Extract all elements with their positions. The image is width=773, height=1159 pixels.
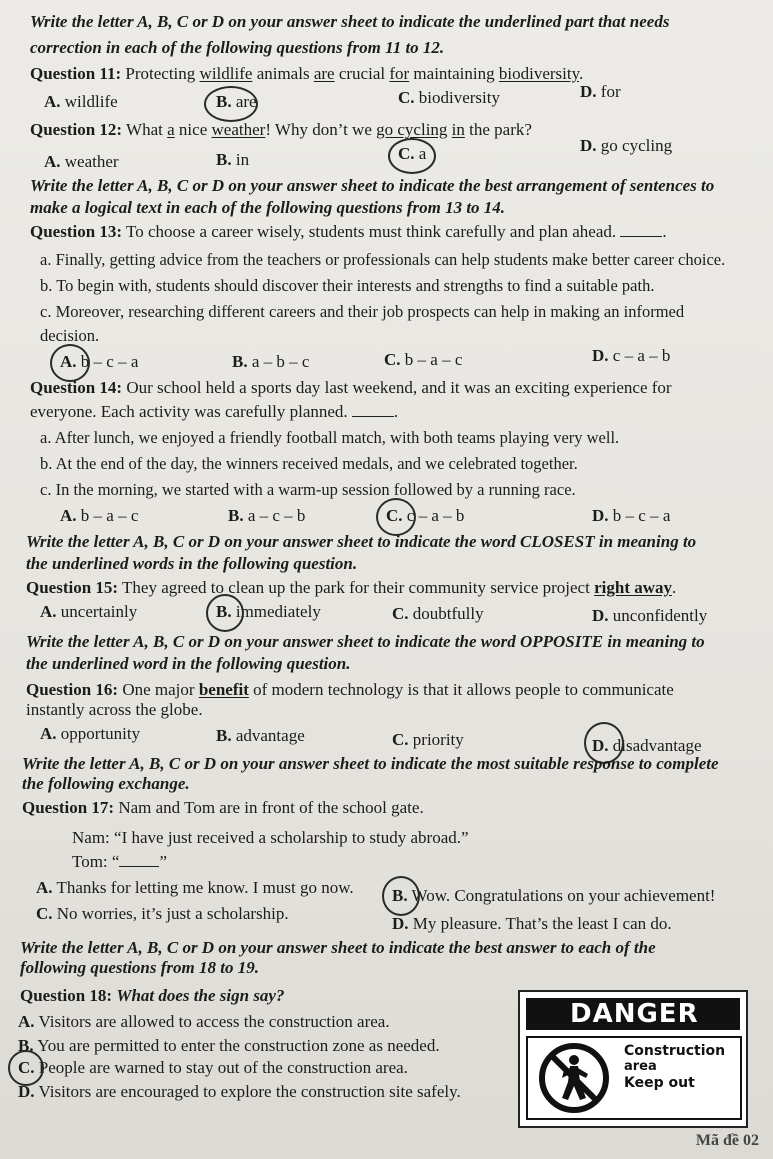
question-12: Question 12: What a nice weather! Why don’t we go cycling in the park?: [30, 120, 532, 139]
q18-option-a[interactable]: A. Visitors are allowed to access the construction area.: [18, 1012, 390, 1031]
question-18: Question 18: What does the sign say?: [20, 986, 285, 1005]
instruction-text: Write the letter A, B, C or D on your answer sheet to indicate the best arrangement of sentences to: [30, 176, 715, 195]
q18-option-b[interactable]: B. You are permitted to enter the construction zone as needed.: [18, 1036, 440, 1055]
q14-option-c[interactable]: C. c – a – b: [386, 506, 465, 525]
q11-option-d[interactable]: D. for: [580, 82, 621, 101]
q13-option-c[interactable]: C. b – a – c: [384, 350, 463, 369]
q16-option-c[interactable]: C. priority: [392, 730, 464, 749]
sentence-b: b. To begin with, students should discover their interests and strengths to find a suitable path.: [40, 276, 655, 295]
q15-option-c[interactable]: C. doubtfully: [392, 604, 484, 623]
exam-code: Mã đề 02: [695, 1132, 759, 1149]
no-entry-worker-icon: [534, 1042, 614, 1114]
question-13: Question 13: To choose a career wisely, students must think carefully and plan ahead. .: [30, 222, 667, 241]
question-16: Question 16: One major benefit of modern technology is that it allows people to communicate: [26, 680, 674, 699]
instruction-text: following questions from 18 to 19.: [20, 958, 259, 977]
question-15: Question 15: They agreed to clean up the park for their community service project right away.: [26, 578, 677, 597]
question-14-cont: everyone. Each activity was carefully planned. .: [30, 402, 399, 421]
dialogue-tom: Tom: “ ”: [72, 852, 167, 871]
q16-option-a[interactable]: A. opportunity: [40, 724, 141, 743]
question-14: Question 14: Our school held a sports day last weekend, and it was an exciting experience for: [30, 378, 672, 397]
instruction-text: Write the letter A, B, C or D on your answer sheet to indicate the best answer to each of the: [20, 938, 656, 957]
answer-blank: [352, 404, 394, 417]
instruction-text: the following exchange.: [22, 774, 190, 793]
q17-option-b[interactable]: B. Wow. Congratulations on your achievement!: [392, 886, 716, 905]
q17-option-a[interactable]: A. Thanks for letting me know. I must go now.: [36, 878, 354, 897]
sentence-c: c. Moreover, researching different careers and their job prospects can help in making an informed: [40, 302, 685, 321]
instruction-text: Write the letter A, B, C or D on your answer sheet to indicate the word CLOSEST in meaning to: [26, 532, 697, 551]
q15-option-a[interactable]: A. uncertainly: [40, 602, 138, 621]
answer-blank: [119, 854, 159, 867]
danger-sign-body: [526, 1036, 742, 1120]
sentence-c-cont: decision.: [40, 326, 100, 345]
q11-option-a[interactable]: A. wildlife: [44, 92, 118, 111]
q17-option-d[interactable]: D. My pleasure. That’s the least I can do.: [392, 914, 672, 933]
q14-option-a[interactable]: A. b – a – c: [60, 506, 139, 525]
sentence-a: a. Finally, getting advice from the teachers or professionals can help students make better career choice.: [40, 250, 726, 269]
q18-option-d[interactable]: D. Visitors are encouraged to explore the construction site safely.: [18, 1082, 461, 1101]
q16-option-b[interactable]: B. advantage: [216, 726, 305, 745]
sentence-b: b. At the end of the day, the winners received medals, and we celebrated together.: [40, 454, 578, 473]
question-11: Question 11: Protecting wildlife animals are crucial for maintaining biodiversity.: [30, 64, 584, 83]
question-17: Question 17: Nam and Tom are in front of the school gate.: [22, 798, 424, 817]
q12-option-a[interactable]: A. weather: [44, 152, 119, 171]
q11-option-c[interactable]: C. biodiversity: [398, 88, 500, 107]
question-16-cont: instantly across the globe.: [26, 700, 203, 719]
q15-option-d[interactable]: D. unconfidently: [592, 606, 708, 625]
sentence-a: a. After lunch, we enjoyed a friendly football match, with both teams playing very well.: [40, 428, 620, 447]
danger-sign: [518, 990, 748, 1128]
danger-sign-header: DANGER: [526, 998, 740, 1030]
q18-option-c[interactable]: C. People are warned to stay out of the construction area.: [18, 1058, 408, 1077]
instruction-text: Write the letter A, B, C or D on your answer sheet to indicate the word OPPOSITE in meaning to: [26, 632, 705, 651]
answer-blank: [620, 224, 662, 237]
q13-option-b[interactable]: B. a – b – c: [232, 352, 310, 371]
instruction-text: correction in each of the following questions from 11 to 12.: [30, 38, 445, 57]
q13-option-d[interactable]: D. c – a – b: [592, 346, 671, 365]
q12-option-c[interactable]: C. a: [398, 144, 427, 163]
q13-option-a[interactable]: A. b – c – a: [60, 352, 139, 371]
instruction-text: the underlined word in the following question.: [26, 654, 351, 673]
q12-option-d[interactable]: D. go cycling: [580, 136, 673, 155]
instruction-text: make a logical text in each of the following questions from 13 to 14.: [30, 198, 506, 217]
sentence-c: c. In the morning, we started with a warm-up session followed by a running race.: [40, 480, 576, 499]
dialogue-nam: Nam: “I have just received a scholarship to study abroad.”: [72, 828, 469, 847]
instruction-text: Write the letter A, B, C or D on your answer sheet to indicate the most suitable response to complete: [22, 754, 719, 773]
q14-option-b[interactable]: B. a – c – b: [228, 506, 306, 525]
q17-option-c[interactable]: C. No worries, it’s just a scholarship.: [36, 904, 289, 923]
instruction-text: the underlined words in the following question.: [26, 554, 358, 573]
instruction-text: Write the letter A, B, C or D on your answer sheet to indicate the underlined part that needs: [30, 12, 670, 31]
q16-option-d[interactable]: D. disadvantage: [592, 736, 702, 755]
q14-option-d[interactable]: D. b – c – a: [592, 506, 671, 525]
q11-option-b[interactable]: B. are: [216, 92, 257, 111]
sign-text: Construction area Keep out: [624, 1043, 726, 1091]
q15-option-b[interactable]: B. immediately: [216, 602, 321, 621]
q12-option-b[interactable]: B. in: [216, 150, 250, 169]
